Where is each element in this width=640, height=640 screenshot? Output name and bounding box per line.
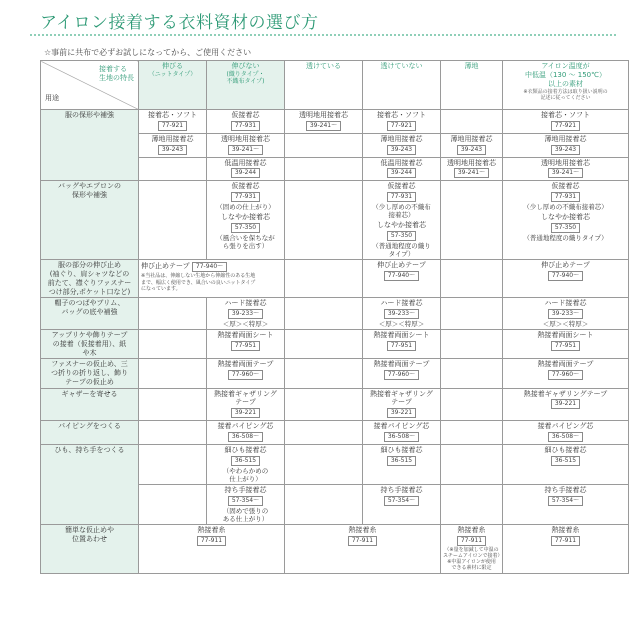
product-cell	[503, 181, 629, 260]
part-number: 39-241〜	[306, 121, 341, 131]
product-cell	[441, 524, 503, 573]
product-cell	[207, 133, 285, 157]
product-note: （固めで張りの ある仕上がり）	[222, 506, 269, 523]
product-name: 伸び止めテープ	[141, 262, 190, 271]
product-cell	[441, 157, 503, 181]
product-cell	[207, 388, 285, 421]
product-name: 低温用接着芯	[380, 158, 423, 167]
product-name: 熱接着両面テープ	[537, 360, 594, 369]
product-name: ハード接着芯	[224, 299, 267, 308]
part-number: 39-243	[457, 145, 486, 155]
product-cell	[207, 157, 285, 181]
part-number: 39-241〜	[548, 168, 583, 178]
product-name: 接着芯・ソフト	[148, 111, 197, 119]
empty-cell	[441, 421, 503, 445]
product-name: 熱接着両面シート	[373, 331, 430, 340]
usage-cell: パイピングをつくる	[41, 421, 139, 445]
table-row	[41, 444, 629, 484]
product-cell	[363, 359, 441, 388]
product-name: しなやか接着芯	[221, 213, 270, 222]
empty-cell	[139, 330, 207, 359]
empty-cell	[139, 359, 207, 388]
product-name: 接着パイピング芯	[217, 422, 274, 431]
product-name: 接着芯・ソフト	[541, 111, 590, 119]
col-header-label: 伸びない	[231, 62, 260, 70]
empty-cell	[285, 260, 363, 298]
part-number: 77-911	[348, 536, 377, 546]
part-number: 39-244	[231, 168, 260, 178]
part-number: 77-911	[551, 536, 580, 546]
product-cell	[503, 421, 629, 445]
part-number: 77-931	[231, 121, 260, 131]
page-title: アイロン接着する衣料資材の選び方	[40, 13, 319, 33]
usage-cell: バッグやエプロンの 保形や補強	[41, 181, 139, 260]
empty-cell	[285, 444, 363, 484]
usage-note: ☆事前に共布で必ずお試しになってから、ご使用ください	[44, 48, 252, 57]
empty-cell	[285, 484, 363, 524]
part-number: 39-221	[231, 408, 260, 418]
product-cell	[363, 181, 441, 260]
product-cell	[503, 444, 629, 484]
part-number: 39-233〜	[384, 309, 419, 319]
product-name: 接着パイピング芯	[537, 422, 594, 431]
part-number: 57-354〜	[384, 496, 419, 506]
product-cell	[363, 110, 441, 134]
header-usage-label: 用途	[45, 94, 59, 103]
product-cell	[363, 421, 441, 445]
col-header-sub: （ニットタイプ）	[148, 70, 197, 78]
product-name: 透明地用接着芯	[221, 134, 270, 143]
product-name: 熱接着両面テープ	[373, 360, 430, 369]
product-cell	[207, 421, 285, 445]
col-header-sub: (織りタイプ・ 不織布タイプ)	[226, 70, 265, 86]
header-row	[41, 61, 629, 110]
empty-cell	[441, 444, 503, 484]
part-number: 77-960〜	[384, 370, 419, 380]
product-cell	[207, 298, 285, 330]
product-name: 薄地用接着芯	[544, 134, 587, 143]
part-number: 77-931	[231, 192, 260, 202]
table-row	[41, 421, 629, 445]
col-header-label: アイロン温度が 中低温（130 〜 150℃） 以上の素材	[524, 62, 607, 88]
usage-cell: 服の保形や補強	[41, 110, 139, 181]
usage-cell: ギャザーを寄せる	[41, 388, 139, 421]
product-note: （やわらかめの 仕上がり）	[222, 466, 269, 483]
product-cell	[363, 260, 441, 298]
table-row	[41, 298, 629, 330]
product-name: 熱接着糸	[197, 525, 226, 534]
header-fabric-label: 接着する 生地の特長	[99, 65, 134, 82]
table-row	[41, 330, 629, 359]
product-name: 仮接着芯	[551, 182, 580, 191]
empty-cell	[441, 484, 503, 524]
diagonal-header-cell	[41, 61, 139, 110]
empty-cell	[441, 110, 503, 134]
col-header-label: 薄地	[464, 62, 479, 70]
product-name: 仮接着芯	[231, 182, 260, 191]
empty-cell	[441, 181, 503, 260]
product-name: 透明地用接着芯	[541, 158, 590, 167]
product-note: ＜厚＞＜特厚＞	[222, 320, 269, 328]
product-cell	[503, 484, 629, 524]
product-note: ＜厚＞＜特厚＞	[378, 320, 425, 328]
product-cell	[363, 330, 441, 359]
table-row	[41, 181, 629, 260]
product-cell	[503, 133, 629, 157]
part-number: 77-931	[387, 192, 416, 202]
part-number: 57-354〜	[548, 496, 583, 506]
part-number: 39-243	[158, 145, 187, 155]
part-number: 77-940〜	[192, 262, 227, 272]
empty-cell	[139, 298, 207, 330]
product-name: 仮接着芯	[231, 111, 260, 119]
product-name: 透明地用接着芯	[299, 111, 348, 119]
part-number: 39-241〜	[228, 145, 263, 155]
part-number: 77-921	[158, 121, 187, 131]
empty-cell	[441, 388, 503, 421]
product-cell	[503, 524, 629, 573]
col-header-thin	[441, 61, 503, 110]
product-cell	[503, 260, 629, 298]
selection-table	[40, 60, 629, 574]
product-name: 仮接着芯	[387, 182, 416, 191]
product-note: ※当社品は、伸縮しない生地から伸縮性のある生地 まで、幅広く使用でき、風合いの良いニットタイプ になっています。	[141, 273, 256, 292]
product-name: しなやか接着芯	[377, 221, 426, 230]
empty-cell	[285, 133, 363, 157]
empty-cell	[285, 181, 363, 260]
product-cell	[363, 298, 441, 330]
empty-cell	[139, 484, 207, 524]
part-number: 39-243	[387, 145, 416, 155]
product-name: ハード接着芯	[380, 299, 423, 308]
product-cell	[207, 359, 285, 388]
product-name: 熱接着ギャザリング テープ	[370, 389, 433, 407]
product-cell	[503, 388, 629, 421]
empty-cell	[139, 421, 207, 445]
usage-cell: 服の部分の伸び止め (袖ぐり、肩シャツなどの 前たて、襟ぐりファスナー つけ部分,ポケット口など)	[41, 260, 139, 298]
col-header-sheer	[285, 61, 363, 110]
product-cell	[285, 524, 441, 573]
col-header-label: 透けている	[306, 62, 341, 70]
product-note: （普通地程度の織りタイプ）	[523, 233, 608, 242]
product-name: 熱接着糸	[457, 525, 486, 534]
part-number: 77-960〜	[548, 370, 583, 380]
product-cell	[207, 110, 285, 134]
part-number: 77-940〜	[384, 271, 419, 281]
empty-cell	[139, 444, 207, 484]
product-cell	[207, 330, 285, 359]
product-cell	[363, 484, 441, 524]
usage-cell: ひも、持ち手をつくる	[41, 444, 139, 524]
usage-cell: 簡単な仮止めや 位置あわせ	[41, 524, 139, 573]
col-header-note: ※衣類品の接着方法は取り扱い説明の 記述に従ってください	[523, 89, 608, 102]
product-name: 持ち手接着芯	[224, 485, 267, 494]
empty-cell	[285, 359, 363, 388]
col-header-label: 透けていない	[380, 62, 423, 70]
empty-cell	[139, 157, 207, 181]
product-name: 接着パイピング芯	[373, 422, 430, 431]
col-header-nonstretch	[207, 61, 285, 110]
product-cell	[139, 524, 285, 573]
table-row	[41, 388, 629, 421]
part-number: 39-233〜	[228, 309, 263, 319]
product-name: 持ち手接着芯	[380, 485, 423, 494]
product-name: 細ひも接着芯	[544, 445, 587, 454]
part-number: 77-951	[551, 341, 580, 351]
product-cell	[363, 157, 441, 181]
product-cell	[207, 484, 285, 524]
part-number: 36-508〜	[548, 432, 583, 442]
product-cell	[139, 260, 285, 298]
table-row	[41, 524, 629, 573]
product-name: 熱接着ギャザリング テープ	[214, 389, 277, 407]
product-name: 持ち手接着芯	[544, 485, 587, 494]
part-number: 39-233〜	[548, 309, 583, 319]
product-note: （普通地程度の織り タイプ）	[372, 242, 431, 259]
product-name: 熱接着両面シート	[537, 331, 594, 340]
part-number: 39-243	[551, 145, 580, 155]
part-number: 77-951	[387, 341, 416, 351]
product-name: 熱接着両面テープ	[217, 360, 274, 369]
empty-cell	[441, 298, 503, 330]
product-name: 熱接着両面シート	[217, 331, 274, 340]
empty-cell	[285, 298, 363, 330]
part-number: 36-515	[387, 456, 416, 466]
empty-cell	[139, 388, 207, 421]
part-number: 77-911	[197, 536, 226, 546]
product-cell	[503, 157, 629, 181]
product-name: 透明地用接着芯	[447, 158, 496, 167]
usage-cell: アップリケや飾りテープ の接着（仮接着用）、紙 や木	[41, 330, 139, 359]
product-name: 接着芯・ソフト	[377, 111, 426, 119]
product-note: （少し厚めの不織布接着芯）	[523, 203, 608, 211]
product-name: 薄地用接着芯	[450, 134, 493, 143]
part-number: 77-911	[457, 536, 486, 546]
empty-cell	[441, 330, 503, 359]
product-cell	[207, 181, 285, 260]
product-name: 薄地用接着芯	[151, 134, 194, 143]
product-note: ※中温アイロンが使用 できる素材に限定	[447, 559, 496, 572]
product-name: 伸び止めテープ	[377, 261, 426, 270]
product-name: 熱接着ギャザリングテープ	[523, 389, 608, 398]
table-row	[41, 260, 629, 298]
product-cell	[139, 133, 207, 157]
product-name: 低温用接着芯	[224, 158, 267, 167]
part-number: 57-350	[231, 223, 260, 233]
product-name: 熱接着糸	[551, 525, 580, 534]
part-number: 57-350	[551, 223, 580, 233]
empty-cell	[441, 260, 503, 298]
usage-cell: ファスナーの仮止め、三 つ折りの折り返し、飾り テープの仮止め	[41, 359, 139, 388]
product-name: 細ひも接着芯	[380, 445, 423, 454]
empty-cell	[285, 421, 363, 445]
product-note: （少し厚めの不織布 接着芯）	[372, 203, 431, 220]
part-number: 77-921	[387, 121, 416, 131]
product-note: （※量を加減して中温の スチームアイロンで接着）	[443, 546, 503, 559]
col-header-label: 伸びる	[162, 62, 183, 70]
product-cell	[207, 444, 285, 484]
part-number: 36-515	[551, 456, 580, 466]
product-name: しなやか接着芯	[541, 213, 590, 222]
empty-cell	[441, 359, 503, 388]
product-cell	[139, 110, 207, 134]
title-divider	[30, 34, 616, 36]
empty-cell	[139, 181, 207, 260]
part-number: 39-244	[387, 168, 416, 178]
product-cell	[285, 110, 363, 134]
empty-cell	[285, 157, 363, 181]
product-cell	[441, 133, 503, 157]
part-number: 77-960〜	[228, 370, 263, 380]
part-number: 77-951	[231, 341, 260, 351]
part-number: 57-350	[387, 231, 416, 241]
product-cell	[503, 330, 629, 359]
table-row	[41, 359, 629, 388]
col-header-opaque	[363, 61, 441, 110]
part-number: 77-921	[551, 121, 580, 131]
product-note: ＜厚＞＜特厚＞	[542, 320, 589, 328]
product-cell	[503, 298, 629, 330]
usage-cell: 帽子のつばやブリム、 バッグの底や補強	[41, 298, 139, 330]
product-name: 熱接着糸	[348, 525, 377, 534]
product-name: 薄地用接着芯	[380, 134, 423, 143]
part-number: 36-515	[231, 456, 260, 466]
part-number: 77-940〜	[548, 271, 583, 281]
product-cell	[503, 110, 629, 134]
product-name: 細ひも接着芯	[224, 445, 267, 454]
table-row	[41, 110, 629, 134]
product-cell	[363, 388, 441, 421]
product-name: 伸び止めテープ	[541, 261, 590, 270]
product-cell	[363, 133, 441, 157]
product-note: （固めの仕上がり）	[216, 203, 275, 211]
product-name: ハード接着芯	[544, 299, 587, 308]
col-header-midlow-temp	[503, 61, 629, 110]
part-number: 39-221	[551, 399, 580, 409]
product-note: （風合いを保ちなが ら張りを出す）	[216, 233, 275, 250]
empty-cell	[285, 388, 363, 421]
part-number: 39-241〜	[454, 168, 489, 178]
col-header-stretch	[139, 61, 207, 110]
part-number: 39-221	[387, 408, 416, 418]
product-cell	[503, 359, 629, 388]
empty-cell	[285, 330, 363, 359]
part-number: 77-931	[551, 192, 580, 202]
product-cell	[363, 444, 441, 484]
part-number: 36-508〜	[384, 432, 419, 442]
part-number: 57-354〜	[228, 496, 263, 506]
part-number: 36-508〜	[228, 432, 263, 442]
